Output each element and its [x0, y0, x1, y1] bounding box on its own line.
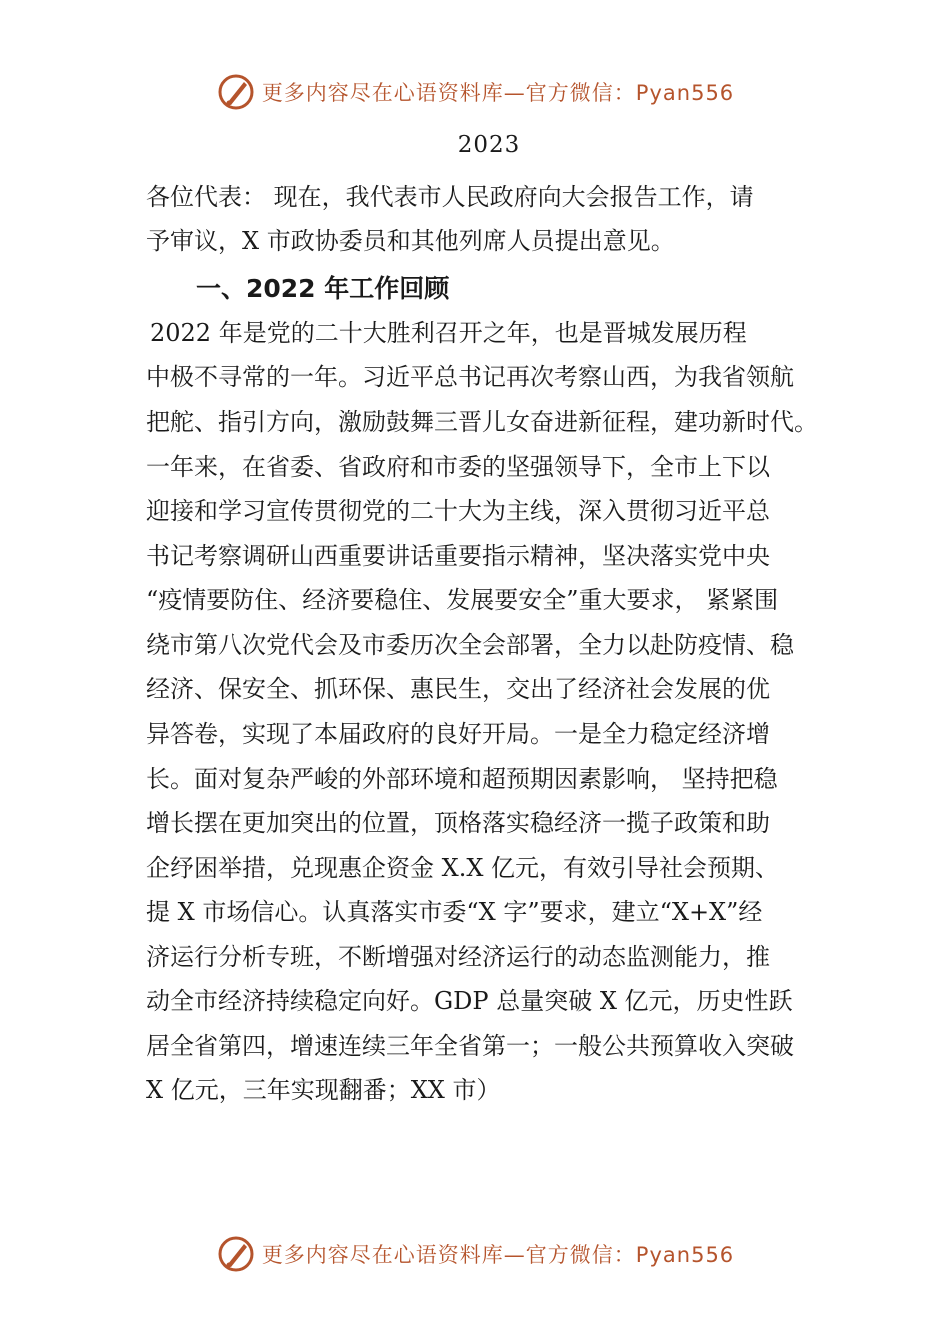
body-line: 一年来，在省委、省政府和市委的坚强领导下，全市上下以 [146, 453, 770, 481]
body-line: 书记考察调研山西重要讲话重要指示精神，坚决落实党中央 [146, 542, 770, 570]
body-line: 把舵、指引方向，激励鼓舞三晋儿女奋进新征程，建功新时代。 [146, 408, 818, 436]
body-line: 增长摆在更加突出的位置，顶格落实稳经济一揽子政策和助 [146, 809, 770, 837]
watermark-text: 更多内容尽在心语资料库—官方微信：Pyan556 [261, 81, 735, 105]
body-line: 提 X 市场信心。认真落实市委“X 字”要求，建立“X+X”经 [146, 898, 763, 926]
body-line: 居全省第四，增速连续三年全省第一；一般公共预算收入突破 [146, 1032, 794, 1060]
body-line: 动全市经济持续稳定向好。GDP 总量突破 X 亿元，历史性跃 [146, 987, 793, 1015]
section-heading: 一、2022 年工作回顾 [196, 274, 450, 303]
body-line: 迎接和学习宣传贯彻党的二十大为主线，深入贯彻习近平总 [146, 497, 770, 525]
pen-nib-circle-logo-icon [216, 72, 256, 112]
body-line: 济运行分析专班，不断增强对经济运行的动态监测能力，推 [146, 943, 770, 971]
intro-line-2: 予审议，X 市政协委员和其他列席人员提出意见。 [146, 227, 675, 255]
body-line: 异答卷，实现了本届政府的良好开局。一是全力稳定经济增 [146, 720, 770, 748]
body-line: 绕市第八次党代会及市委历次全会部署，全力以赴防疫情、稳 [146, 631, 794, 659]
footer-watermark [0, 1234, 950, 1274]
body-line: 中极不寻常的一年。习近平总书记再次考察山西，为我省领航 [146, 363, 794, 391]
intro-line-1: 各位代表： 现在，我代表市人民政府向大会报告工作，请 [146, 183, 754, 211]
body-line: “疫情要防住、经济要稳住、发展要安全”重大要求， 紧紧围 [146, 586, 779, 614]
body-line: 经济、保安全、抓环保、惠民生，交出了经济社会发展的优 [146, 675, 770, 703]
body-line: 长。面对复杂严峻的外部环境和超预期因素影响， 坚持把稳 [146, 765, 778, 793]
watermark-text: 更多内容尽在心语资料库—官方微信：Pyan556 [261, 1243, 735, 1267]
body-line: X 亿元，三年实现翻番；XX 市） [146, 1076, 501, 1104]
body-line: 企纾困举措，兑现惠企资金 X.X 亿元，有效引导社会预期、 [146, 854, 780, 882]
document-year: 2023 [457, 132, 521, 158]
body-line: 2022 年是党的二十大胜利召开之年，也是晋城发展历程 [150, 319, 747, 347]
pen-nib-circle-logo-icon [216, 1234, 256, 1274]
header-watermark [0, 72, 950, 112]
